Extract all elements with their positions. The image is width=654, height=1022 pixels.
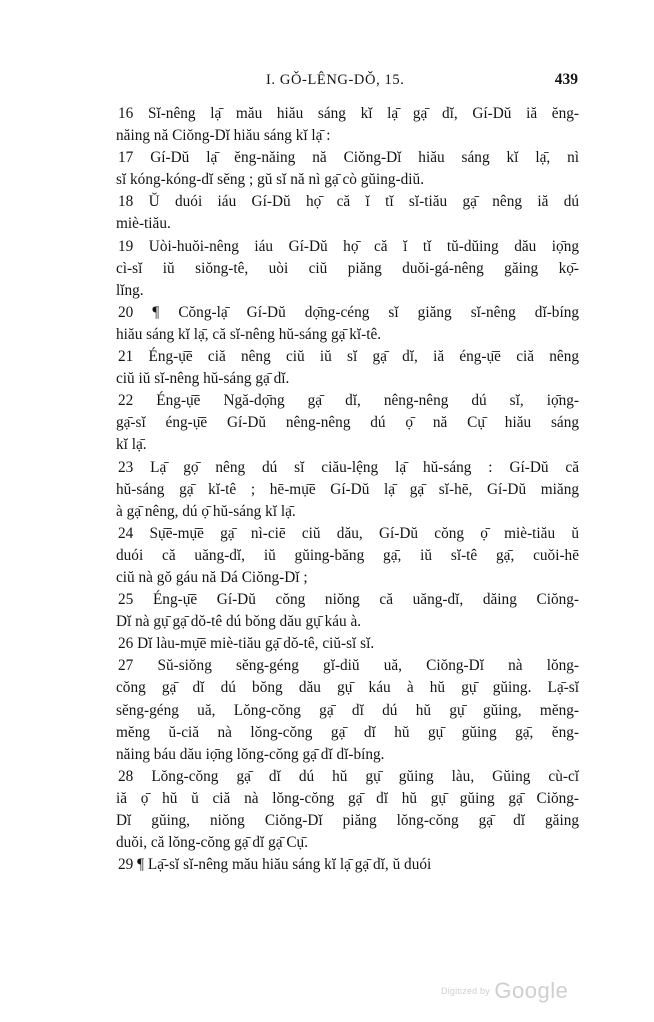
verse-line: 19 Uòi-huŏi-nêng iáu Gí-Dŭ họ̄ că ĭ tĭ tŭ-dŭing dău iọ̄ng xyxy=(118,237,579,255)
verse-line: cì-sĭ iŭ siŏng-tê, uòi ciŭ piăng duŏi-gá-nêng găing kọ̄- xyxy=(116,259,579,277)
verse-paragraph xyxy=(116,766,579,854)
verse-paragraph xyxy=(116,854,579,876)
digitized-by-label: Digitized by xyxy=(441,986,490,996)
verse-line: duói că uăng-dĭ, iŭ gŭing-băng gạ̄, iŭ sĭ-tê gạ̄, cuŏi-hē xyxy=(116,546,579,564)
running-head: I. GǑ-LÊNG-DǑ, 15. xyxy=(266,72,405,88)
verse-line: 28 Lŏng-cŏng gạ̄ dĭ dú hŭ gụ̄ gŭing làu, Gŭing cù-cĭ xyxy=(118,767,579,785)
verse-paragraph xyxy=(116,147,579,191)
verse-line: mĕng ŭ-ciă nà lŏng-cŏng gạ̄ dĭ hŭ gụ̄ gŭing gạ̄, ĕng- xyxy=(116,723,579,741)
verse-paragraph xyxy=(116,633,579,655)
verse-line: năing nă Ciŏng-Dĭ hiău sáng kĭ lạ̄ : xyxy=(116,127,331,145)
verse-paragraph xyxy=(116,523,579,589)
verse-line: miè-tiău. xyxy=(116,215,171,233)
verse-line: hiău sáng kĭ lạ̄, că sĭ-nêng hŭ-sáng gạ̄ kĭ-tê. xyxy=(116,325,382,343)
verse-line: 22 Éng-ụ̄ē Ngă-dọ̄ng gạ̄ dĭ, nêng-nêng dú sĭ, iọ̄ng- xyxy=(118,392,579,410)
verse-line: 29 ¶ Lạ̄-sĭ sĭ-nêng mău hiău sáng kĭ lạ̄ gạ̄ dĭ, ŭ duói xyxy=(118,856,432,874)
verse-line: sĕng-géng uă, Lŏng-cŏng gạ̄ dĭ dú hŭ gụ̄ gŭing, mĕng- xyxy=(116,701,579,719)
verse-line: kĭ lạ̄. xyxy=(116,436,147,454)
page-number: 439 xyxy=(554,71,578,88)
verse-line: năing báu dău iọ̄ng lŏng-cŏng gạ̄ dĭ dĭ-bíng. xyxy=(116,745,385,763)
verse-line: ciŭ nà gŏ gáu nă Dá Ciŏng-Dĭ ; xyxy=(116,568,308,586)
verse-line: Dĭ nà gụ̄ gạ̄ dŏ-tê dú bŏng dău gụ̄ káu à. xyxy=(116,613,362,631)
verse-line: 17 Gí-Dŭ lạ̄ ĕng-năing nă Ciŏng-Dĭ hiău sáng kĭ lạ̄, nì xyxy=(118,149,579,167)
verse-line: duŏi, că lŏng-cŏng gạ̄ dĭ gạ̄ Cụ̄. xyxy=(116,834,309,852)
page-header xyxy=(116,68,578,92)
google-logo: Google xyxy=(494,978,569,1003)
verse-line: iă ọ̄ hŭ ŭ ciă nà lŏng-cŏng gạ̄ dĭ hŭ gụ̄ gŭing gạ̄ Ciŏng- xyxy=(116,789,579,807)
verse-paragraph xyxy=(116,236,579,302)
verse-paragraph xyxy=(116,302,579,346)
verse-line: gạ̄-sĭ éng-ụ̄ē Gí-Dŭ nêng-nêng dú ọ̄ nă Cụ̄ hiău sáng xyxy=(116,414,579,432)
verse-line: 18 Ŭ duói iáu Gí-Dŭ họ̄ că ĭ tĭ sĭ-tiău gạ̄ nêng iă dú xyxy=(118,193,579,211)
verse-line: 26 Dĭ làu-mụ̄ē miè-tiău gạ̄ dŏ-tê, ciŭ-sĭ sĭ. xyxy=(118,635,375,653)
digitized-by-google-watermark xyxy=(441,978,581,1006)
verse-line: 16 Sĭ-nêng lạ̄ mău hiău sáng kĭ lạ̄ gạ̄ dĭ, Gí-Dŭ iă ĕng- xyxy=(118,105,579,122)
verse-line: à gạ̄ nêng, dú ọ̄ hŭ-sáng kĭ lạ̄. xyxy=(116,502,296,520)
verse-line: 20 ¶ Cŏng-lạ̄ Gí-Dŭ dọ̄ng-céng sĭ giăng sĭ-nêng dĭ-bíng xyxy=(118,303,579,321)
verse-line: 21 Éng-ụ̄ē ciă nêng ciŭ iŭ sĭ gạ̄ dĭ, iă éng-ụ̄ē ciă nêng xyxy=(118,348,579,366)
verse-paragraph xyxy=(116,103,579,147)
verse-paragraph xyxy=(116,390,579,456)
verse-line: 25 Éng-ụ̄ē Gí-Dŭ cŏng niŏng că uăng-dĭ, dăing Ciŏng- xyxy=(118,591,579,609)
verse-line: hŭ-sáng gạ̄ kĭ-tê ; hē-mụ̄ē Gí-Dŭ lạ̄ gạ̄ sĭ-hē, Gí-Dŭ miăng xyxy=(116,480,579,498)
verse-line: 24 Sụ̄ē-mụ̄ē gạ̄ nì-ciē ciŭ dău, Gí-Dŭ cŏng ọ̄ miè-tiău ŭ xyxy=(118,524,579,542)
scripture-text xyxy=(116,103,579,876)
verse-paragraph xyxy=(116,346,579,390)
verse-line: lĭng. xyxy=(116,281,144,299)
verse-paragraph xyxy=(116,589,579,633)
verse-paragraph xyxy=(116,191,579,235)
verse-paragraph xyxy=(116,457,579,523)
verse-line: sĭ kóng-kóng-dĭ sĕng ; gŭ sĭ nă nì gạ̄ cò gŭing-diŭ. xyxy=(116,171,425,189)
verse-line: 27 Sŭ-siŏng sĕng-géng gĭ-diŭ uă, Ciŏng-Dĭ nà lŏng- xyxy=(118,657,579,675)
verse-paragraph xyxy=(116,655,579,765)
verse-line: cŏng gạ̄ dĭ dú bŏng dău gụ̄ káu à hŭ gụ̄ gŭing. Lạ̄-sĭ xyxy=(116,679,579,697)
verse-line: Dĭ gŭing, niŏng Ciŏng-Dĭ piăng lŏng-cŏng gạ̄ dĭ găing xyxy=(116,812,579,829)
verse-line: 23 Lạ̄ gọ̄ nêng dú sĭ ciău-lệng lạ̄ hŭ-sáng : Gí-Dŭ că xyxy=(118,458,579,476)
verse-line: ciŭ iŭ sĭ-nêng hŭ-sáng gạ̄ dĭ. xyxy=(116,370,290,388)
